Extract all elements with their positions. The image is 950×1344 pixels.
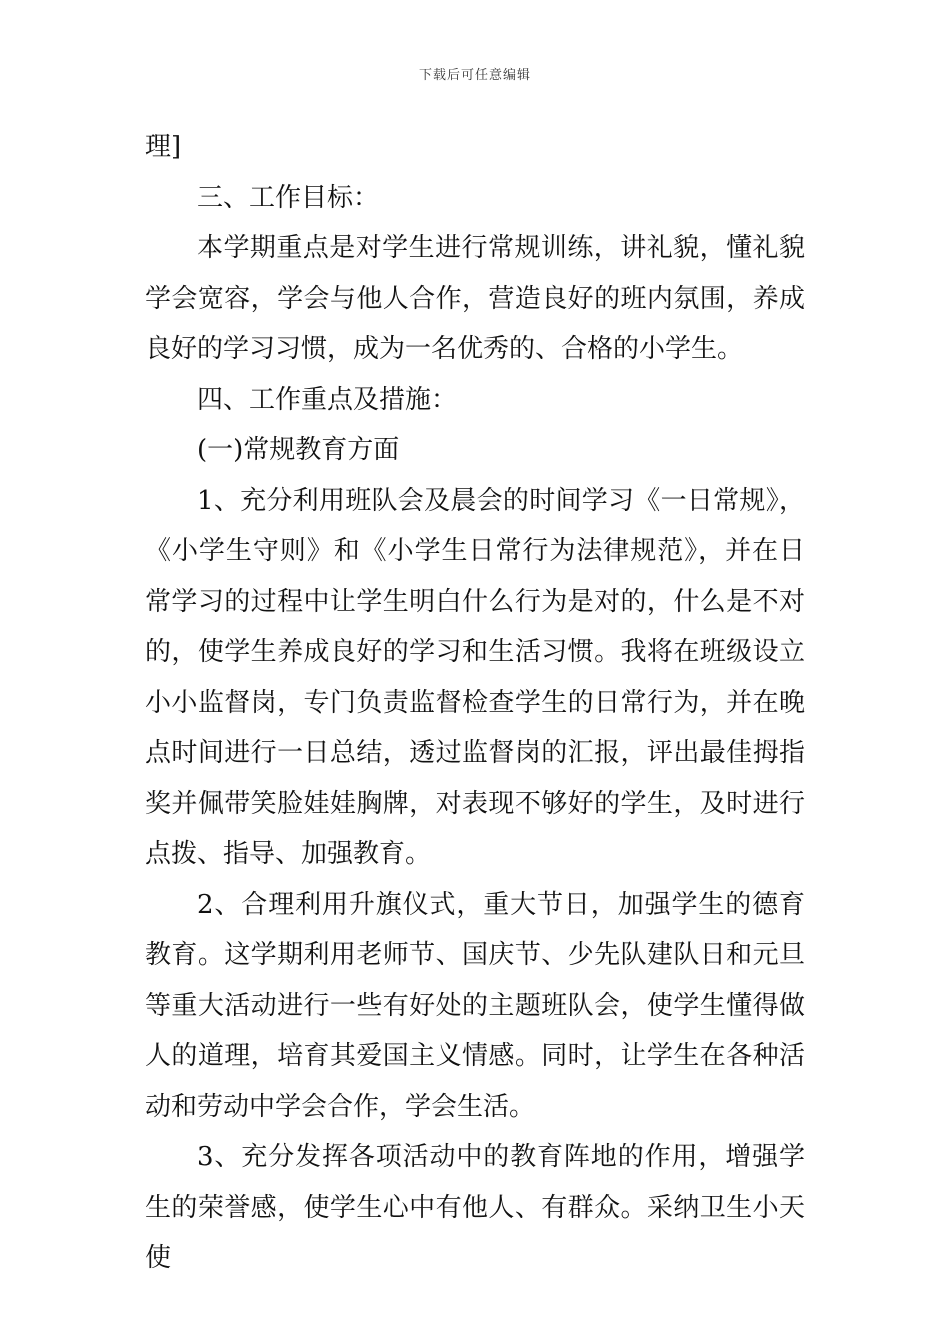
paragraph-item-2: 2、合理利用升旗仪式，重大节日，加强学生的德育教育。这学期利用老师节、国庆节、少先队建队日和元旦等重大活动进行一些有好处的主题班队会，使学生懂得做人的道理，培育其爱国主义情感。同时，让学生在各种活动和劳动中学会合作，学会生活。 xyxy=(145,889,805,1122)
subsection-heading-routine: (一)常规教育方面 xyxy=(197,435,400,465)
paragraph-goals: 本学期重点是对学生进行常规训练，讲礼貌，懂礼貌学会宽容，学会与他人合作，营造良好的班内氛围，养成良好的学习习惯，成为一名优秀的、合格的小学生。 xyxy=(145,233,805,364)
section-heading-measures: 四、工作重点及措施： xyxy=(197,384,458,415)
paragraph-item-1: 1、充分利用班队会及晨会的时间学习《一日常规》，《小学生守则》和《小学生日常行为法律规范》，并在日常学习的过程中让学生明白什么行为是对的，什么是不对的，使学生养成良好的学习和生活习惯。我将在班级设立小小监督岗，专门负责监督检查学生的日常行为，并在晚点时间进行一日总结，透过监督岗的汇报，评出最佳拇指奖并佩带笑脸娃娃胸牌，对表现不够好的学生，及时进行点拨、指导、加强教育。 xyxy=(145,485,805,869)
paragraph-item-3: 3、充分发挥各项活动中的教育阵地的作用，增强学生的荣誉感，使学生心中有他人、有群众。采纳卫生小天使 xyxy=(145,1142,805,1273)
document-body xyxy=(145,122,805,1284)
header-note: 下载后可任意编辑 xyxy=(418,68,531,83)
paragraph-continuation: 理] xyxy=(145,132,182,162)
section-heading-goals: 三、工作目标： xyxy=(197,182,380,213)
